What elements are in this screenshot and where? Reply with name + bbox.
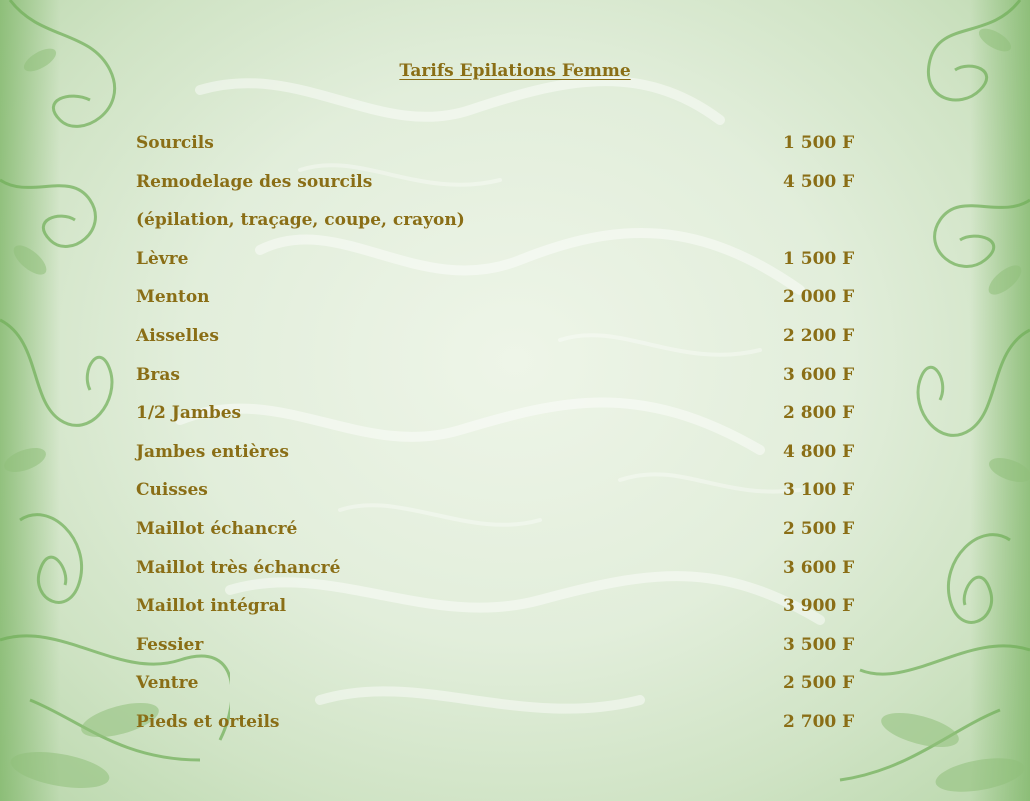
service-name: Lèvre <box>136 248 189 269</box>
service-price: 2 000 F <box>783 287 855 308</box>
service-name: Remodelage des sourcils <box>136 171 373 192</box>
price-row <box>136 477 856 516</box>
service-name: Fessier <box>136 634 204 655</box>
service-name: 1/2 Jambes <box>136 403 242 424</box>
price-row <box>136 130 856 169</box>
service-name: Cuisses <box>136 480 208 501</box>
price-row <box>136 323 856 362</box>
price-row <box>136 555 856 594</box>
service-name: Pieds et orteils <box>136 711 280 732</box>
service-price: 2 500 F <box>783 518 855 539</box>
price-row <box>136 246 856 285</box>
service-price: 3 100 F <box>783 480 855 501</box>
price-row <box>136 593 856 632</box>
price-row <box>136 400 856 439</box>
service-price: 2 200 F <box>783 325 855 346</box>
service-name: Aisselles <box>136 325 219 346</box>
service-name: Sourcils <box>136 133 214 153</box>
service-name: Jambes entières <box>136 441 289 462</box>
price-row <box>136 169 856 208</box>
service-price: 4 500 F <box>783 171 855 192</box>
service-name: Menton <box>136 287 210 308</box>
price-row <box>136 207 856 246</box>
price-list <box>136 130 856 748</box>
service-price: 2 700 F <box>783 711 855 732</box>
price-row <box>136 284 856 323</box>
service-price: 1 500 F <box>783 133 855 153</box>
service-price: 3 900 F <box>783 596 855 617</box>
service-price: 3 500 F <box>783 634 855 655</box>
service-name: Ventre <box>136 673 199 694</box>
service-price: 3 600 F <box>783 557 855 578</box>
service-name: Maillot très échancré <box>136 557 341 578</box>
price-row <box>136 439 856 478</box>
service-price: 1 500 F <box>783 248 855 269</box>
page-title: Tarifs Epilations Femme <box>399 61 631 81</box>
price-row <box>136 670 856 709</box>
price-row <box>136 709 856 748</box>
service-price: 4 800 F <box>783 441 855 462</box>
service-price: 2 500 F <box>783 673 855 694</box>
price-row <box>136 362 856 401</box>
service-name: Maillot échancré <box>136 518 298 539</box>
service-note: (épilation, traçage, coupe, crayon) <box>136 210 465 231</box>
service-price: 2 800 F <box>783 403 855 424</box>
service-name: Maillot intégral <box>136 596 287 617</box>
service-name: Bras <box>136 364 180 385</box>
price-row <box>136 516 856 555</box>
service-price: 3 600 F <box>783 364 855 385</box>
price-row <box>136 632 856 671</box>
